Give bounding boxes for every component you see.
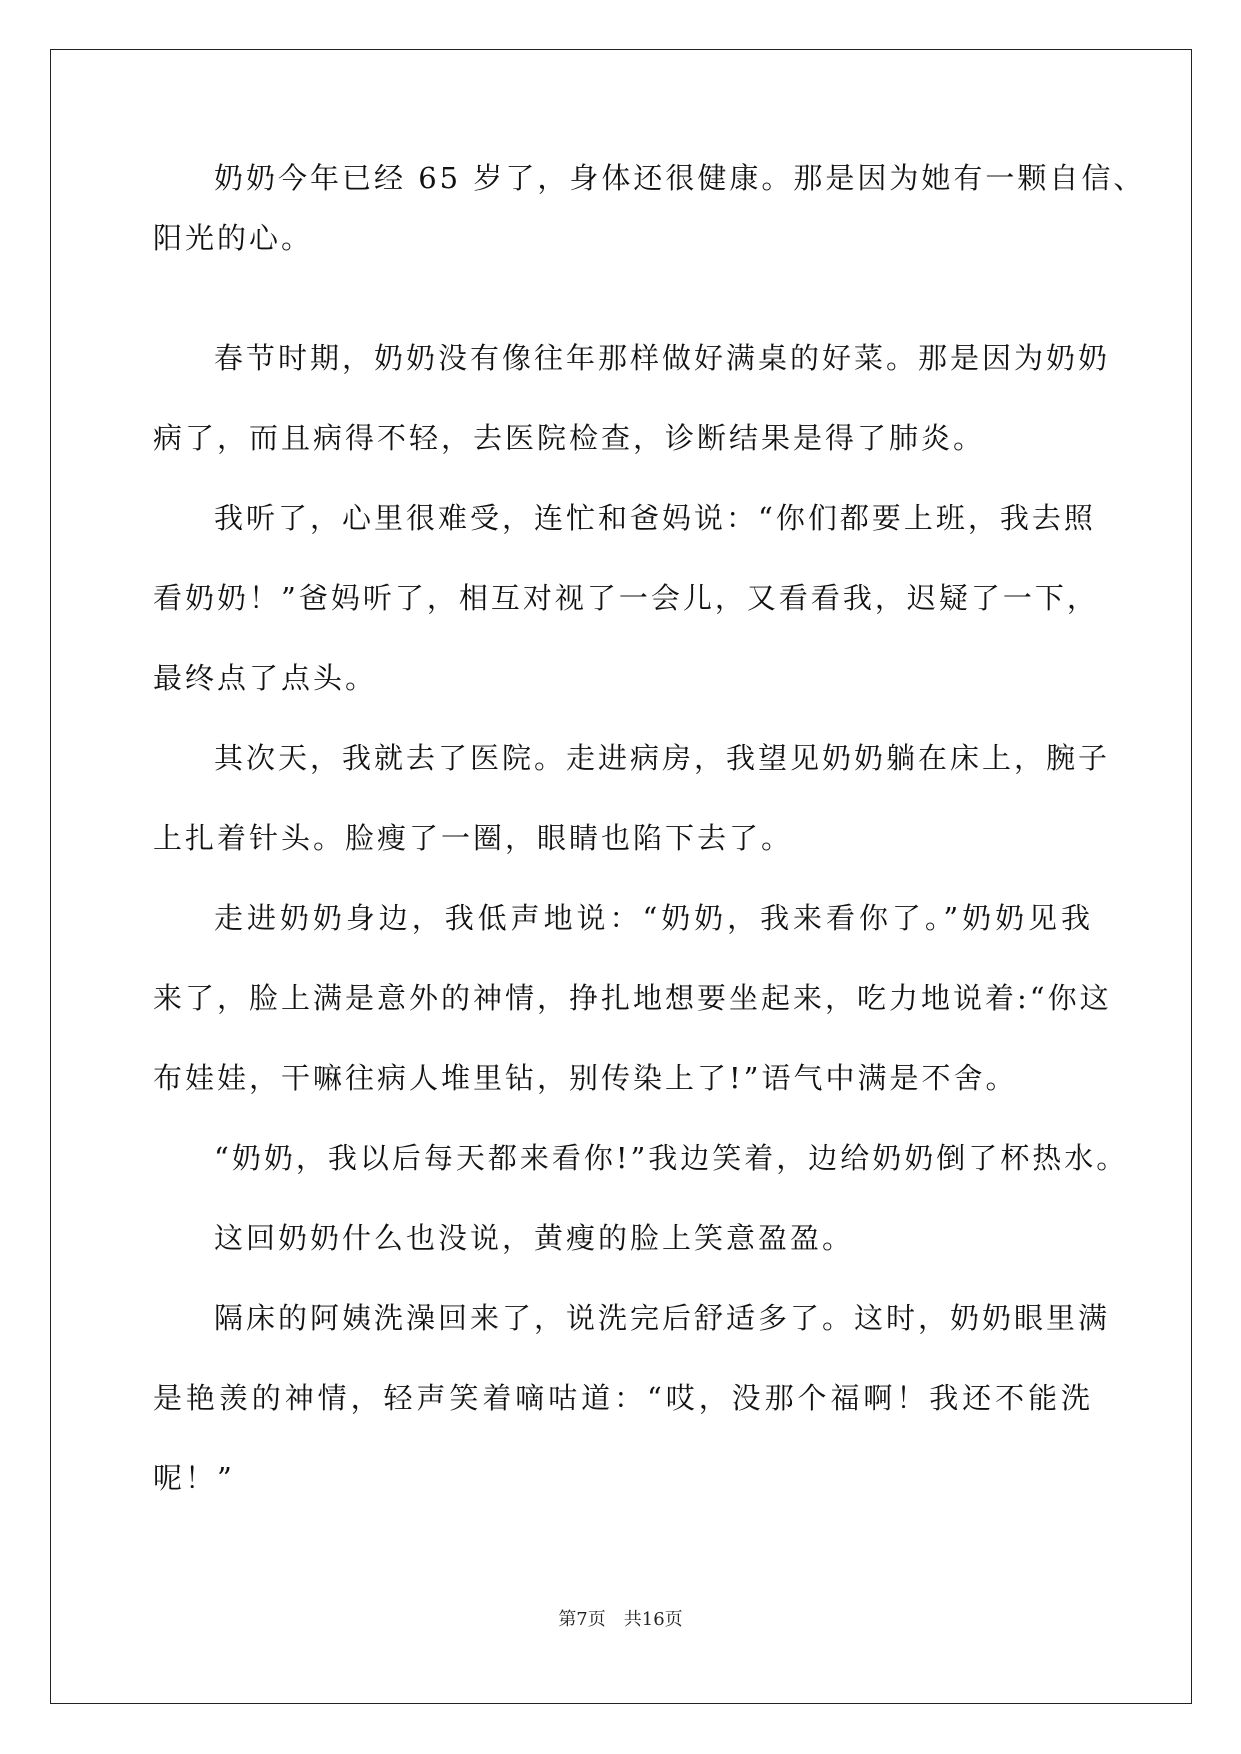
page-number: 第7页 (558, 1609, 606, 1630)
paragraph-line: 隔床的阿姨洗澡回来了，说洗完后舒适多了。这时，奶奶眼里满 (214, 1301, 1111, 1335)
paragraph-line: “奶奶，我以后每天都来看你!”我边笑着，边给奶奶倒了杯热水。 (214, 1141, 1129, 1175)
paragraph-line: 春节时期，奶奶没有像往年那样做好满桌的好菜。那是因为奶奶 (214, 341, 1111, 375)
paragraph-line: 布娃娃，干嘛往病人堆里钻，别传染上了!”语气中满是不舍。 (153, 1061, 1018, 1095)
paragraph-line: 是艳羡的神情，轻声笑着嘀咕道：“哎，没那个福啊！我还不能洗 (153, 1381, 1093, 1415)
paragraph-line: 呢！” (153, 1461, 235, 1495)
paragraph-line: 最终点了点头。 (153, 661, 378, 695)
paragraph-line: 走进奶奶身边，我低声地说：“奶奶，我来看你了。”奶奶见我 (214, 901, 1093, 935)
paragraph-line: 上扎着针头。脸瘦了一圈，眼睛也陷下去了。 (153, 821, 794, 855)
paragraph-line: 其次天，我就去了医院。走进病房，我望见奶奶躺在床上，腕子 (214, 741, 1111, 775)
paragraph-line: 来了，脸上满是意外的神情，挣扎地想要坐起来，吃力地说着:“你这 (153, 981, 1112, 1015)
paragraph-line: 我听了，心里很难受，连忙和爸妈说：“你们都要上班，我去照 (214, 501, 1096, 535)
page-border (50, 49, 1192, 1704)
paragraph-line: 这回奶奶什么也没说，黄瘦的脸上笑意盈盈。 (214, 1221, 855, 1255)
paragraph-line: 看奶奶！”爸妈听了，相互对视了一会儿，又看看我，迟疑了一下， (153, 581, 1099, 615)
paragraph-line: 阳光的心。 (153, 221, 314, 255)
paragraph-line: 病了，而且病得不轻，去医院检查，诊断结果是得了肺炎。 (153, 421, 986, 455)
paragraph-line: 奶奶今年已经 65 岁了，身体还很健康。那是因为她有一颗自信、 (214, 161, 1146, 195)
page-footer (0, 1608, 1241, 1632)
page-total: 共16页 (623, 1609, 683, 1630)
